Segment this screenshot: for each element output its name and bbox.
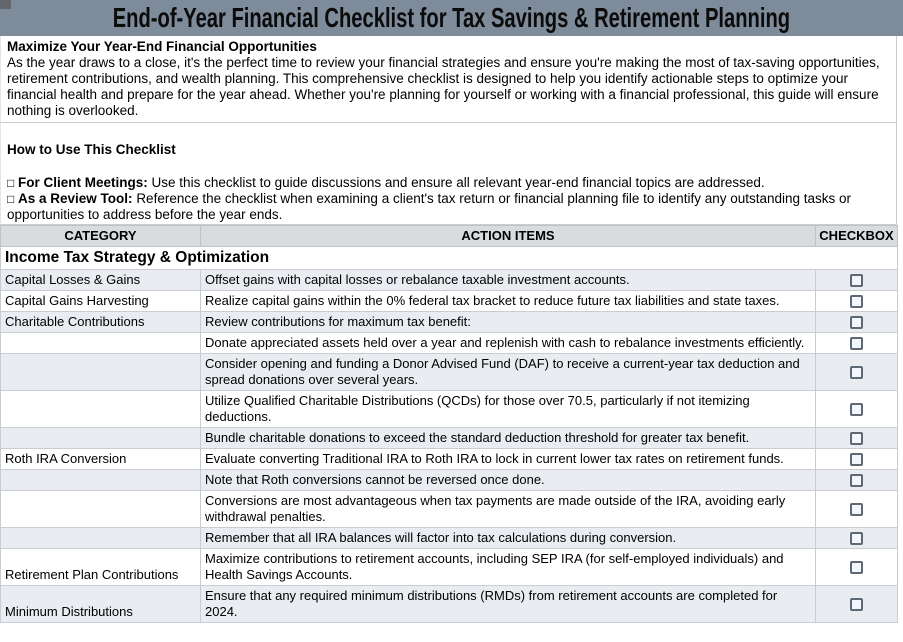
category-cell[interactable] (1, 391, 201, 428)
checkbox[interactable] (850, 598, 863, 611)
how-to-use-heading: How to Use This Checklist (7, 142, 176, 157)
table-row (1, 470, 898, 491)
category-cell[interactable] (1, 470, 201, 491)
checklist-body (1, 270, 898, 623)
action-cell[interactable]: Maximize contributions to retirement accounts, including SEP IRA (for self-employed individuals) and Health Savings Accounts. (201, 549, 816, 586)
usage-bullet-label: As a Review Tool: (18, 191, 133, 206)
action-cell[interactable]: Utilize Qualified Charitable Distributions (QCDs) for those over 70.5, particularly if not itemizing deductions. (201, 391, 816, 428)
checkbox-cell (816, 528, 898, 549)
checkbox-cell (816, 391, 898, 428)
column-header-action-items: ACTION ITEMS (201, 226, 816, 247)
table-row (1, 528, 898, 549)
table-header-row (1, 226, 898, 247)
checkbox-cell (816, 333, 898, 354)
table-row (1, 354, 898, 391)
action-cell[interactable]: Ensure that any required minimum distributions (RMDs) from retirement accounts are completed for 2024. (201, 586, 816, 623)
table-row (1, 333, 898, 354)
section-heading: Income Tax Strategy & Optimization (1, 247, 898, 270)
intro-body: As the year draws to a close, it's the perfect time to review your financial strategies and ensure you're making the most of tax-saving opportunities, retirement contributions, and wealth planning. This comprehensive checklist is designed to help you identify actionable steps to optimize your financial health and prepare for the year ahead. Whether you're planning for yourself or working with a financial professional, this guide will ensure nothing is overlooked. (7, 55, 880, 118)
action-cell[interactable]: Conversions are most advantageous when tax payments are made outside of the IRA, avoiding early withdrawal penalties. (201, 491, 816, 528)
table-row (1, 586, 898, 623)
table-row (1, 449, 898, 470)
checkbox-cell (816, 354, 898, 391)
action-cell[interactable]: Donate appreciated assets held over a year and replenish with cash to rebalance investments efficiently. (201, 333, 816, 354)
checkbox[interactable] (850, 432, 863, 445)
checkbox[interactable] (850, 295, 863, 308)
checkbox-cell (816, 291, 898, 312)
table-row (1, 291, 898, 312)
action-cell[interactable]: Review contributions for maximum tax benefit: (201, 312, 816, 333)
column-header-checkbox: CHECKBOX (816, 226, 898, 247)
category-cell[interactable] (1, 491, 201, 528)
checkbox-cell (816, 270, 898, 291)
section-heading-row (1, 247, 898, 270)
usage-bullet-review-tool (7, 191, 890, 223)
checkbox[interactable] (850, 337, 863, 350)
action-cell[interactable]: Bundle charitable donations to exceed the standard deduction threshold for greater tax benefit. (201, 428, 816, 449)
column-header-category: CATEGORY (1, 226, 201, 247)
checklist-table (0, 225, 898, 623)
table-row (1, 270, 898, 291)
category-cell[interactable]: Charitable Contributions (1, 312, 201, 333)
usage-bullet-client-meetings (7, 175, 890, 191)
usage-bullet-text: Reference the checklist when examining a client's tax return or financial planning file to identify any outstanding tasks or opportunities to address before the year ends. (7, 191, 852, 222)
how-to-use-section (0, 123, 897, 225)
checkbox[interactable] (850, 403, 863, 416)
square-bullet-icon: □ (7, 176, 15, 190)
checkbox[interactable] (850, 532, 863, 545)
category-cell[interactable]: Capital Losses & Gains (1, 270, 201, 291)
table-row (1, 549, 898, 586)
intro-section (0, 36, 897, 123)
page-title: End-of-Year Financial Checklist for Tax Savings & Retirement Planning (112, 2, 791, 33)
action-cell[interactable]: Note that Roth conversions cannot be reversed once done. (201, 470, 816, 491)
category-cell[interactable] (1, 354, 201, 391)
action-cell[interactable]: Consider opening and funding a Donor Advised Fund (DAF) to receive a current-year tax deduction and spread donations over several years. (201, 354, 816, 391)
category-cell[interactable] (1, 528, 201, 549)
action-cell[interactable]: Offset gains with capital losses or rebalance taxable investment accounts. (201, 270, 816, 291)
corner-cell (0, 0, 11, 9)
usage-bullet-label: For Client Meetings: (18, 175, 148, 190)
title-band (0, 0, 903, 36)
category-cell[interactable]: Capital Gains Harvesting (1, 291, 201, 312)
intro-heading: Maximize Your Year-End Financial Opportunities (7, 39, 317, 54)
category-cell[interactable]: Minimum Distributions (1, 586, 201, 623)
checkbox[interactable] (850, 366, 863, 379)
checkbox[interactable] (850, 274, 863, 287)
usage-bullets (7, 175, 890, 223)
checkbox[interactable] (850, 453, 863, 466)
checkbox-cell (816, 586, 898, 623)
action-cell[interactable]: Remember that all IRA balances will factor into tax calculations during conversion. (201, 528, 816, 549)
checkbox[interactable] (850, 561, 863, 574)
action-cell[interactable]: Evaluate converting Traditional IRA to Roth IRA to lock in current lower tax rates on retirement funds. (201, 449, 816, 470)
action-cell[interactable]: Realize capital gains within the 0% federal tax bracket to reduce future tax liabilities and state taxes. (201, 291, 816, 312)
checkbox[interactable] (850, 503, 863, 516)
category-cell[interactable]: Retirement Plan Contributions (1, 549, 201, 586)
checkbox[interactable] (850, 316, 863, 329)
checkbox-cell (816, 449, 898, 470)
category-cell[interactable] (1, 428, 201, 449)
table-row (1, 428, 898, 449)
usage-bullet-text: Use this checklist to guide discussions and ensure all relevant year-end financial topics are addressed. (151, 175, 765, 190)
checkbox-cell (816, 312, 898, 333)
table-row (1, 391, 898, 428)
table-row (1, 312, 898, 333)
checkbox-cell (816, 428, 898, 449)
table-row (1, 491, 898, 528)
checkbox-cell (816, 549, 898, 586)
category-cell[interactable]: Roth IRA Conversion (1, 449, 201, 470)
square-bullet-icon: □ (7, 192, 15, 206)
checkbox-cell (816, 491, 898, 528)
checkbox-cell (816, 470, 898, 491)
checkbox[interactable] (850, 474, 863, 487)
category-cell[interactable] (1, 333, 201, 354)
